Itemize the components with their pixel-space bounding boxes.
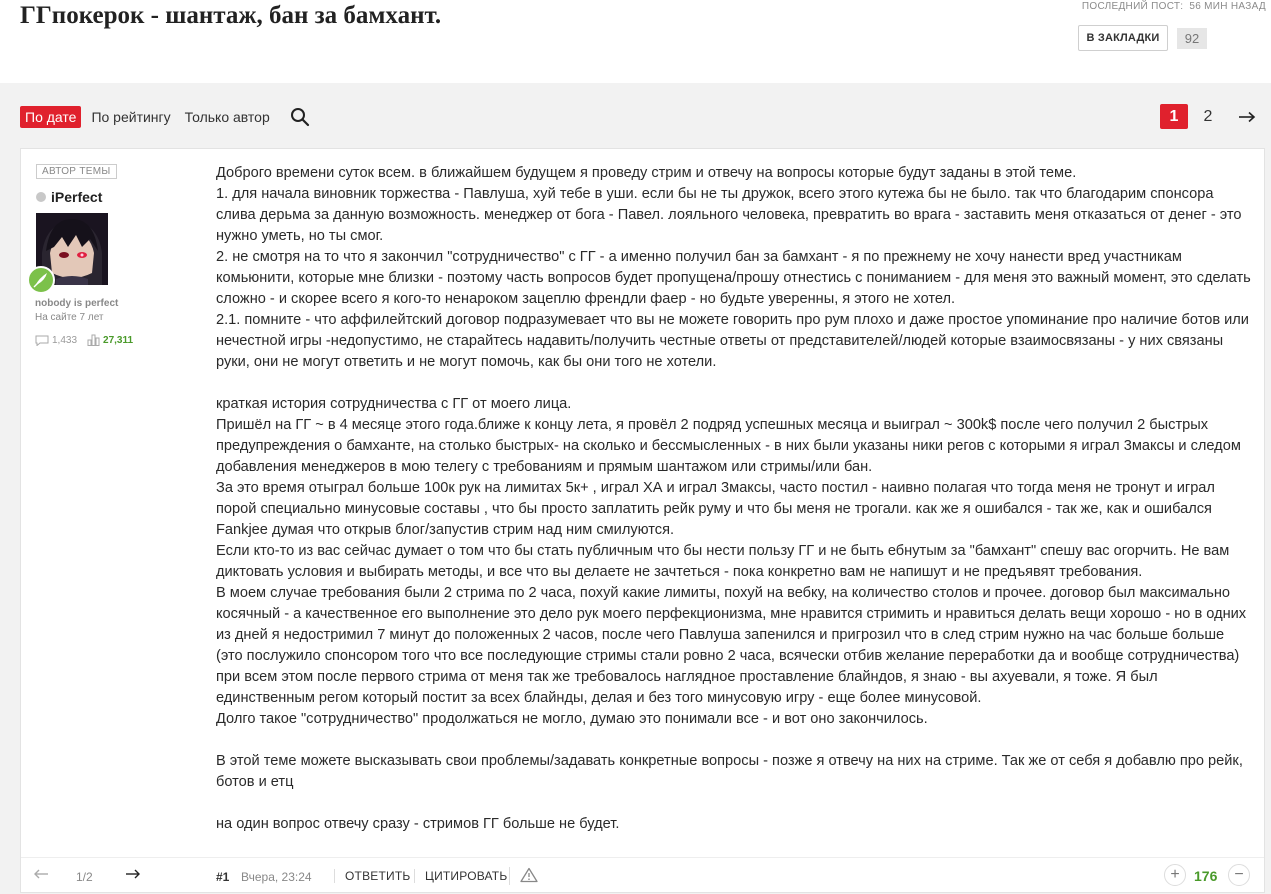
post-paragraph: 2.1. помните - что аффилейтский договор подразумевает что вы не можете говорить про рум плохо и даже простое упоминание про наличие ботов или нечестной игры -недопустимо, не старайтесь надавить/получить честные ответы от представителей/людей которые взаимосвязаны - у них связаны руки, они не могут ответить и не могут помочь, как бы они того не хотели. xyxy=(216,312,1249,370)
post-paragraph: 2. не смотря на то что я закончил "сотрудничество" с ГГ - а именно получил бан за бамхант - я по прежнему не хочу нанести вред участникам комьюнити, которые мне близки - поэтому часть вопросов будет пропущена/прошу отнестись с пониманием - для меня это важный момент, это сделать сложно - и скорее всего я кого-то ненароком зацеплю френдли фаер - но будьте уверенны, я этого не хотел. xyxy=(216,249,1251,307)
post-time: Вчера, 23:24 xyxy=(241,870,312,884)
post-paragraph: В моем случае требования были 2 стрима по 2 часа, похуй какие лимиты, похуй на вебку, на количество столов и прочее. договор был максимально косячный - а качественное его выполнение это дело рук моего перфекционизма, мне нравится стримить и нравиться делать вещи хорошо - но в одних из дней я недостримил 7 минут до положенных 2 часов, после чего Павлуша запенился и пригрозил что в след стрим нужно на час больше больше (это послужило спонсором того что все последующие стримы стали ровно 2 часа, всячески отбив желание переработки да и вообще сотрудничества) при всем этом после первого стрима от меня так же требовалось наглядное проставление блайндов, я знаю - вы ахуевали, я тоже. Я был единственным регом который постит за всех блайнды, делая и без того минусовую игру - еще более минусовой. xyxy=(216,585,1247,706)
post-score: 176 xyxy=(1194,868,1218,884)
post-body xyxy=(216,163,1251,835)
post-paragraph: 1. для начала виновник торжества - Павлуша, хуй тебе в уши. если бы не ты дружок, всего этого кутежа бы не было. так что благодарим спонсора слива дерьма за данную возможность. менеджер от бога - Павел. лояльного человека, превратить во врага - заставить меня отказаться от денег - это нужно уметь, но ты смог. xyxy=(216,186,1242,244)
author-since: На сайте 7 лет xyxy=(35,312,104,323)
author-badge: АВТОР ТЕМЫ xyxy=(36,164,117,179)
online-status-icon xyxy=(36,192,46,202)
post-paragraph: В этой теме можете высказывать свои проблемы/задавать конкретные вопросы - позже я отвечу на них на стриме. Так же от себя я добавлю про рейк, ботов и етц xyxy=(216,753,1243,790)
last-post-label: ПОСЛЕДНИЙ ПОСТ: xyxy=(1081,1,1184,12)
arrow-right-icon[interactable] xyxy=(1234,104,1260,129)
arrow-right-icon[interactable] xyxy=(125,868,143,882)
author-rating: 27,311 xyxy=(103,334,134,346)
comment-icon xyxy=(35,335,49,346)
post-paragraph: Пришёл на ГГ ~ в 4 месяце этого года.ближе к концу лета, я провёл 2 подряд успешных месяца и выиграл ~ 300k$ после чего получил 2 быстрых предупреждения о бамханте, на столько быстрых- на сколько и бессмысленных - в них были указаны ники регов с которыми я играл 3максы и следом добавления менеджеров в мою телегу с требованиям и прямым шантажом или стримы/или бан. xyxy=(216,417,1241,475)
post-paragraph: Доброго времени суток всем. в ближайшем будущем я проведу стрим и отвечу на вопросы которые будут заданы в этой теме. xyxy=(216,165,1077,181)
page-title: ГГпокерок - шантаж, бан за бамхант. xyxy=(20,2,442,29)
sort-by-rating[interactable]: По рейтингу xyxy=(91,109,171,125)
quote-button[interactable]: ЦИТИРОВАТЬ xyxy=(414,869,507,883)
plus-icon[interactable]: + xyxy=(1164,864,1186,886)
sort-bar xyxy=(20,106,310,128)
reply-button[interactable]: ОТВЕТИТЬ xyxy=(334,869,410,883)
post-paragraph: За это время отыграл больше 100к рук на лимитах 5к+ , играл ХА и играл 3максы, часто постил - наивно полагая что тогда меня не тронут и играл порой специально минусовые составы , что бы просто заплатить рейк руму и что бы меня не трогали. как же я ошибался - так же, как и ошибался Fankjee думая что открыв блог/запустив стрим над ним смилуются. xyxy=(216,480,1215,538)
post-footer xyxy=(21,857,1264,894)
bookmark-button[interactable]: В ЗАКЛАДКИ xyxy=(1078,25,1168,51)
last-post-info xyxy=(1082,1,1266,12)
post-page-counter: 1/2 xyxy=(76,870,93,884)
last-post-time: 56 МИН НАЗАД xyxy=(1189,1,1266,12)
page-link-1[interactable]: 1 xyxy=(1160,104,1188,129)
author-username: iPerfect xyxy=(51,189,103,205)
author-posts-count: 1,433 xyxy=(52,334,78,346)
arrow-left-icon[interactable] xyxy=(33,868,51,882)
post-paragraph: Долго такое "сотрудничество" продолжаться не могло, думаю это понимали все - и вот оно закончилось. xyxy=(216,711,928,727)
post-paragraph: Если кто-то из вас сейчас думает о том что бы стать публичным что бы нести пользу ГГ и не быть ебнутым за "бамхант" спешу вас огорчить. Не вам диктовать условия и выбирать методы, и все что вы делаете не зачтеться - пока конкретно вам не напишут и не предъявят требования. xyxy=(216,543,1230,580)
author-status: nobody is perfect xyxy=(35,298,119,309)
bookmark-count: 92 xyxy=(1177,28,1207,49)
pagination xyxy=(1160,104,1260,129)
filter-author-only[interactable]: Только автор xyxy=(184,109,270,125)
author-stats xyxy=(35,334,133,346)
topic-header xyxy=(0,0,1271,83)
post-number[interactable]: #1 xyxy=(216,870,230,884)
page-link-2[interactable]: 2 xyxy=(1203,108,1213,125)
search-icon[interactable] xyxy=(290,107,310,127)
sort-by-date[interactable]: По дате xyxy=(20,106,81,128)
quill-rank-icon xyxy=(27,266,55,294)
rating-icon xyxy=(87,334,100,346)
warning-icon[interactable] xyxy=(509,867,538,885)
author-name[interactable] xyxy=(36,189,102,205)
post-paragraph: краткая история сотрудничества с ГГ от моего лица. xyxy=(216,396,572,412)
post-paragraph: на один вопрос отвечу сразу - стримов ГГ больше не будет. xyxy=(216,816,620,832)
minus-icon[interactable]: − xyxy=(1228,864,1250,886)
post xyxy=(20,148,1265,893)
